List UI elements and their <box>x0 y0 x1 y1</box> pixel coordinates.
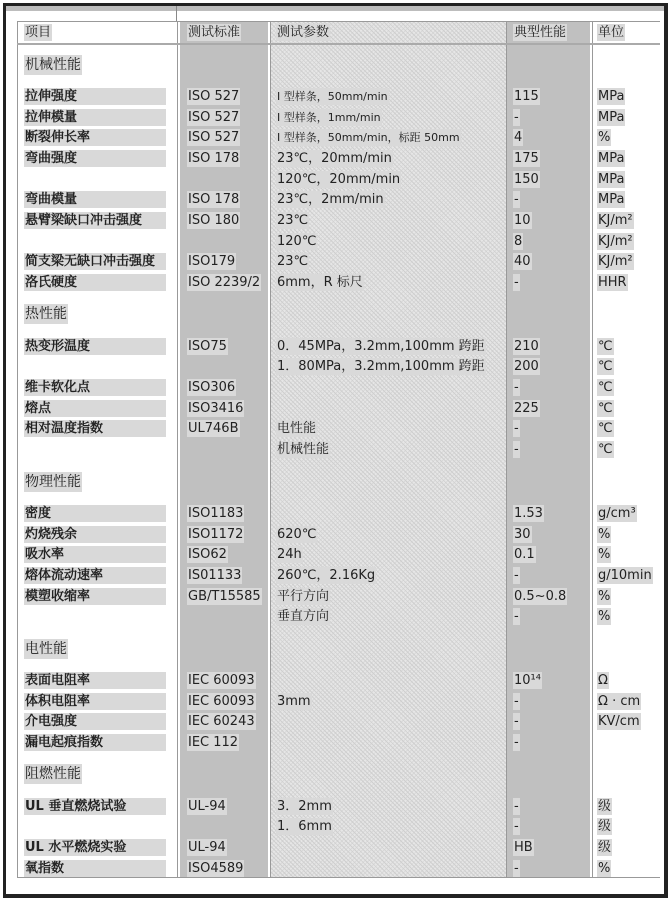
unit: MPa <box>598 171 625 187</box>
unit: MPa <box>598 88 625 104</box>
typical-value: - <box>514 275 519 291</box>
unit: ℃ <box>598 400 613 416</box>
property-name: 灼烧残余 <box>24 526 166 543</box>
table-row <box>0 169 671 190</box>
test-standard: ISO 178 <box>188 150 240 166</box>
section-row <box>0 627 671 670</box>
unit: MPa <box>598 109 625 125</box>
unit: ℃ <box>598 359 613 375</box>
table-row <box>0 231 671 252</box>
table-row <box>0 272 671 293</box>
typical-value: 8 <box>514 233 523 249</box>
test-params: 23℃ <box>277 254 309 270</box>
header-value: 典型性能 <box>514 25 567 40</box>
test-params: 120℃，20mm/min <box>277 171 401 187</box>
header-item: 项目 <box>25 25 52 40</box>
table-header <box>0 22 671 43</box>
header-standard: 测试标准 <box>188 25 241 40</box>
typical-value: - <box>514 109 519 125</box>
property-name: 表面电阻率 <box>24 672 166 689</box>
table-row <box>0 606 671 627</box>
property-name: 密度 <box>24 505 166 522</box>
unit: KV/cm <box>598 714 640 730</box>
table-row <box>0 419 671 440</box>
unit: KJ/m² <box>598 233 633 249</box>
property-name: UL 垂直燃烧试验 <box>24 798 166 815</box>
test-params: 24h <box>277 547 302 563</box>
table-row <box>0 252 671 273</box>
unit: % <box>598 130 611 146</box>
test-params: 6mm，R 标尺 <box>277 275 363 291</box>
table-row <box>0 586 671 607</box>
test-params: I 型样条，1mm/min <box>277 110 381 124</box>
header-unit: 单位 <box>598 25 625 40</box>
test-standard: ISO 178 <box>188 192 240 208</box>
test-params: 260℃，2.16Kg <box>277 567 376 583</box>
table-row <box>0 148 671 169</box>
unit: ℃ <box>598 338 613 354</box>
test-standard: IEC 112 <box>188 735 239 751</box>
property-name: 体积电阻率 <box>24 693 166 710</box>
test-params: 平行方向 <box>277 588 330 604</box>
unit: % <box>598 609 611 625</box>
property-name: 简支梁无缺口冲击强度 <box>24 253 166 270</box>
typical-value: 40 <box>514 254 531 270</box>
table-row <box>0 127 671 148</box>
typical-value: 225 <box>514 400 539 416</box>
typical-value: - <box>514 609 519 625</box>
typical-value: - <box>514 442 519 458</box>
section-row <box>0 753 671 796</box>
test-params: 0．45MPa，3.2mm,100mm 跨距 <box>277 338 485 354</box>
test-standard: ISO306 <box>188 380 236 396</box>
section-title: 阻燃性能 <box>25 766 81 783</box>
table-row <box>0 712 671 733</box>
table-row <box>0 796 671 817</box>
unit: % <box>598 860 611 876</box>
unit: g/10min <box>598 567 652 583</box>
unit: % <box>598 526 611 542</box>
typical-value: 200 <box>514 359 539 375</box>
unit: 级 <box>598 840 612 856</box>
table-row <box>0 377 671 398</box>
table-row <box>0 357 671 378</box>
section-row <box>0 43 671 86</box>
test-params: 1．6mm <box>277 819 332 835</box>
unit: Ω <box>598 672 608 688</box>
property-name: UL 水平燃烧实验 <box>24 839 166 856</box>
typical-value: 210 <box>514 338 539 354</box>
unit: 级 <box>598 819 612 835</box>
test-params: 620℃ <box>277 526 317 542</box>
test-standard: ISO179 <box>188 254 236 270</box>
property-name: 热变形温度 <box>24 338 166 355</box>
test-params: 电性能 <box>277 421 317 437</box>
test-standard: ISO1183 <box>188 505 244 521</box>
typical-value: 30 <box>514 526 531 542</box>
test-standard: ISO 2239/2 <box>188 275 261 291</box>
typical-value: 115 <box>514 88 539 104</box>
table-row <box>0 503 671 524</box>
test-standard: GB/T15585 <box>188 588 261 604</box>
test-standard: ISO4589 <box>188 860 244 876</box>
table-row <box>0 86 671 107</box>
unit: % <box>598 547 611 563</box>
property-name: 模塑收缩率 <box>24 588 166 605</box>
typical-value: 4 <box>514 130 523 146</box>
unit: MPa <box>598 192 625 208</box>
test-params: 机械性能 <box>277 442 330 458</box>
property-name: 漏电起痕指数 <box>24 734 166 751</box>
typical-value: 10¹⁴ <box>514 672 541 688</box>
section-row <box>0 460 671 503</box>
test-params: 23℃，2mm/min <box>277 192 384 208</box>
section-title: 机械性能 <box>25 56 81 73</box>
table-row <box>0 837 671 858</box>
table-row <box>0 817 671 838</box>
unit: MPa <box>598 150 625 166</box>
property-name: 熔体流动速率 <box>24 567 166 584</box>
test-params: I 型样条，50mm/min <box>277 89 388 103</box>
unit: 级 <box>598 798 612 814</box>
typical-value: - <box>514 860 519 876</box>
section-title: 热性能 <box>25 306 67 323</box>
unit: KJ/m² <box>598 254 633 270</box>
test-params: I 型样条，50mm/min，标距 50mm <box>277 131 460 145</box>
test-standard: IS01133 <box>188 567 242 583</box>
test-standard: IEC 60093 <box>188 693 255 709</box>
property-name: 弯曲模量 <box>24 191 166 208</box>
test-standard: UL-94 <box>188 840 226 856</box>
table-row <box>0 189 671 210</box>
unit: ℃ <box>598 442 613 458</box>
typical-value: - <box>514 192 519 208</box>
property-name: 弯曲强度 <box>24 150 166 167</box>
unit: HHR <box>598 275 627 291</box>
unit: ℃ <box>598 380 613 396</box>
test-standard: ISO62 <box>188 547 227 563</box>
table-row <box>0 398 671 419</box>
table-row <box>0 107 671 128</box>
typical-value: - <box>514 380 519 396</box>
table-row <box>0 336 671 357</box>
spec-table <box>0 22 671 879</box>
property-name: 悬臂梁缺口冲击强度 <box>24 212 166 229</box>
unit: KJ/m² <box>598 212 633 228</box>
test-standard: ISO 527 <box>188 109 240 125</box>
test-params: 3．2mm <box>277 798 332 814</box>
typical-value: - <box>514 714 519 730</box>
test-standard: ISO 527 <box>188 130 240 146</box>
test-standard: ISO 180 <box>188 212 240 228</box>
typical-value: - <box>514 819 519 835</box>
unit: Ω · cm <box>598 693 641 709</box>
typical-value: 10 <box>514 212 531 228</box>
test-standard: ISO 527 <box>188 88 240 104</box>
test-standard: IEC 60243 <box>188 714 255 730</box>
typical-value: - <box>514 735 519 751</box>
property-name: 熔点 <box>24 400 166 417</box>
divider <box>176 6 177 22</box>
table-row <box>0 670 671 691</box>
table-row <box>0 565 671 586</box>
typical-value: 1.53 <box>514 505 543 521</box>
property-name: 断裂伸长率 <box>24 129 166 146</box>
typical-value: - <box>514 798 519 814</box>
unit: g/cm³ <box>598 505 636 521</box>
table-row <box>0 524 671 545</box>
typical-value: HB <box>514 840 533 856</box>
property-name: 洛氏硬度 <box>24 274 166 291</box>
test-params: 3mm <box>277 693 311 709</box>
typical-value: - <box>514 693 519 709</box>
property-name: 氧指数 <box>24 860 166 877</box>
typical-value: 150 <box>514 171 539 187</box>
typical-value: - <box>514 567 519 583</box>
property-name: 介电强度 <box>24 713 166 730</box>
test-standard: IEC 60093 <box>188 672 255 688</box>
table-row <box>0 858 671 879</box>
header-params: 测试参数 <box>277 25 330 40</box>
typical-value: 175 <box>514 150 539 166</box>
section-title: 电性能 <box>25 640 67 657</box>
property-name: 维卡软化点 <box>24 379 166 396</box>
test-params: 120℃ <box>277 233 317 249</box>
test-standard: UL-94 <box>188 798 226 814</box>
test-params: 23℃ <box>277 212 309 228</box>
property-name: 吸水率 <box>24 546 166 563</box>
test-params: 垂直方向 <box>277 609 330 625</box>
table-row <box>0 210 671 231</box>
table-row <box>0 439 671 460</box>
test-standard: ISO75 <box>188 338 227 354</box>
test-standard: UL746B <box>188 421 239 437</box>
table-row <box>0 544 671 565</box>
typical-value: 0.1 <box>514 547 535 563</box>
unit: % <box>598 588 611 604</box>
test-standard: ISO3416 <box>188 400 244 416</box>
typical-value: 0.5~0.8 <box>514 588 567 604</box>
section-row <box>0 293 671 336</box>
test-standard: ISO1172 <box>188 526 244 542</box>
property-name: 拉伸强度 <box>24 88 166 105</box>
table-row <box>0 691 671 712</box>
test-params: 23℃，20mm/min <box>277 150 392 166</box>
top-bar <box>6 6 664 11</box>
table-row <box>0 732 671 753</box>
typical-value: - <box>514 421 519 437</box>
test-params: 1．80MPa，3.2mm,100mm 跨距 <box>277 359 485 375</box>
property-name: 拉伸模量 <box>24 109 166 126</box>
unit: ℃ <box>598 421 613 437</box>
section-title: 物理性能 <box>25 473 81 490</box>
property-name: 相对温度指数 <box>24 420 166 437</box>
